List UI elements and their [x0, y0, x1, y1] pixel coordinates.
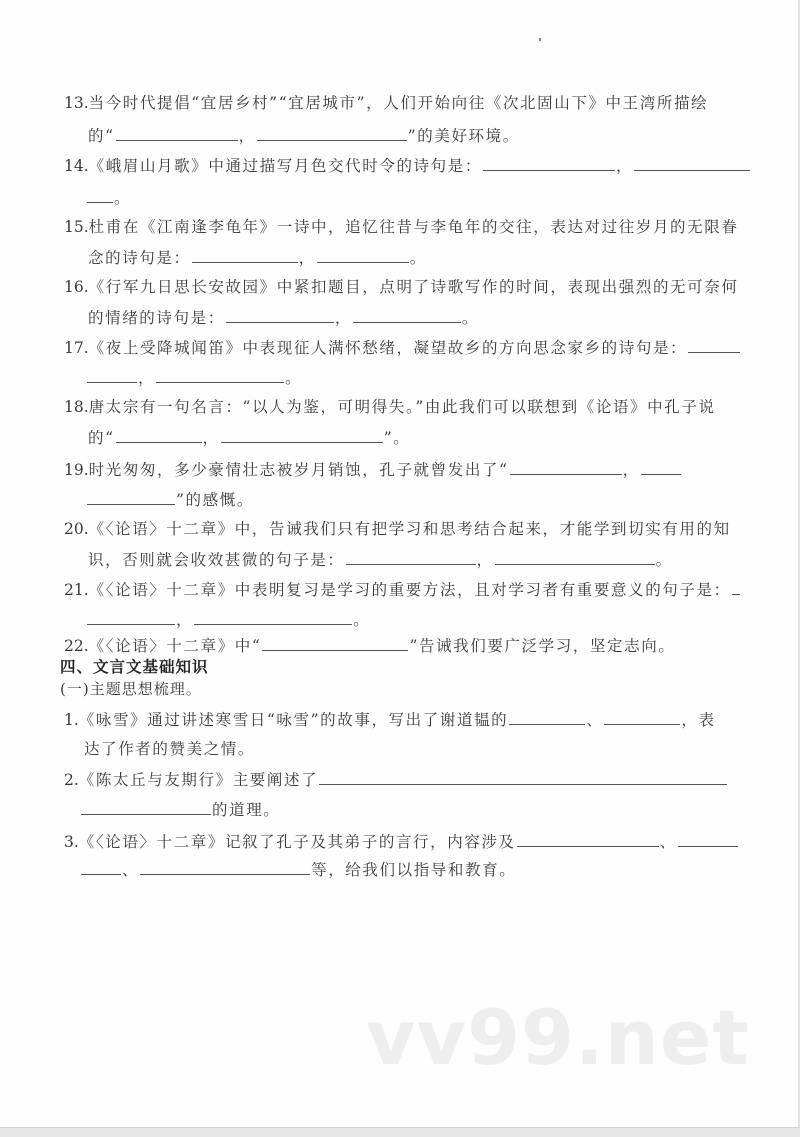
separator: ，: [202, 429, 220, 447]
question-20-line-1: [64, 518, 731, 540]
question-text: 。: [461, 309, 480, 327]
section-item-1-line-2: [84, 738, 255, 760]
item-number: 2.: [64, 771, 79, 789]
answer-blank[interactable]: [257, 124, 407, 141]
question-text: 的“: [88, 429, 115, 447]
question-text: 。: [285, 369, 303, 387]
answer-blank[interactable]: [353, 306, 461, 323]
separator: ，: [138, 369, 156, 387]
question-number: 17.: [64, 339, 89, 357]
answer-blank[interactable]: [517, 830, 659, 847]
answer-blank[interactable]: [319, 768, 727, 785]
answer-blank[interactable]: [221, 426, 383, 443]
question-text: 念的诗句是：: [88, 249, 191, 267]
question-18-line-1: [64, 396, 716, 418]
page-bottom-edge: [0, 1127, 800, 1137]
section-item-3-line-2: [80, 858, 516, 881]
separator: 、: [659, 833, 677, 851]
question-text: 。: [409, 249, 427, 267]
answer-blank[interactable]: [495, 548, 655, 565]
answer-blank[interactable]: [192, 246, 298, 263]
answer-blank[interactable]: [732, 578, 740, 595]
answer-blank[interactable]: [140, 858, 310, 875]
answer-blank[interactable]: [604, 708, 680, 725]
question-text: 《峨眉山月歌》中通过描写月色交代时令的诗句是：: [88, 157, 482, 175]
question-text: 。: [655, 551, 673, 569]
question-17-line-1: [64, 336, 741, 359]
question-text: 识，否则就会收效甚微的句子是：: [88, 551, 345, 569]
question-text: 《行军九日思长安故园》中紧扣题目，点明了诗歌写作的时间，表现出强烈的无可奈何: [88, 278, 739, 296]
separator: ，: [476, 551, 494, 569]
answer-blank[interactable]: [87, 366, 137, 383]
question-number: 15.: [64, 218, 89, 236]
section-item-2-line-1: [64, 768, 728, 791]
question-text: ”的美好环境。: [407, 127, 520, 145]
question-text: 的“: [88, 127, 115, 145]
section-item-3-line-1: [64, 830, 739, 853]
item-number: 1.: [64, 711, 79, 729]
question-text: ”告诫我们要广泛学习，坚定志向。: [409, 637, 676, 655]
answer-blank[interactable]: [346, 548, 476, 565]
question-15-line-2: [88, 246, 427, 269]
sub-heading: (一)主题思想梳理。: [60, 680, 202, 698]
question-text: 杜甫在《江南逢李龟年》一诗中，追忆往昔与李龟年的交往，表达对过往岁月的无限眷: [88, 218, 739, 236]
answer-blank[interactable]: [87, 608, 175, 625]
separator: 、: [586, 711, 604, 729]
question-text: 时光匆匆，多少豪情壮志被岁月销蚀，孔子就曾发出了“: [88, 461, 509, 479]
question-number: 16.: [64, 278, 89, 296]
question-14-line-1: [64, 154, 751, 177]
question-21-line-1: [64, 578, 741, 601]
separator: ，: [334, 309, 352, 327]
separator: ，: [238, 127, 256, 145]
question-number: 18.: [64, 398, 89, 416]
separator: ，: [615, 157, 634, 175]
answer-blank[interactable]: [509, 708, 585, 725]
question-18-line-2: [88, 426, 410, 449]
question-text: 。: [114, 189, 132, 207]
question-text: ”的感慨。: [176, 491, 254, 509]
question-22-line-1: [64, 634, 675, 657]
question-14-line-2: [86, 186, 131, 209]
question-13-line-2: [88, 124, 520, 147]
answer-blank[interactable]: [678, 830, 738, 847]
question-text: 《〈论语〉十二章》中“: [88, 637, 262, 655]
question-19-line-2: [86, 488, 254, 511]
section-item-2-line-2: [80, 798, 280, 821]
answer-blank[interactable]: [116, 426, 202, 443]
question-text: 的情绪的诗句是：: [88, 309, 225, 327]
answer-blank[interactable]: [87, 488, 175, 505]
question-number: 21.: [64, 581, 89, 599]
question-number: 22.: [64, 637, 89, 655]
separator: 、: [122, 861, 140, 879]
answer-blank[interactable]: [156, 366, 284, 383]
section-heading: 四、文言文基础知识: [60, 658, 209, 676]
question-19-line-1: [64, 458, 682, 481]
answer-blank[interactable]: [634, 154, 750, 171]
item-text: 达了作者的赞美之情。: [84, 740, 256, 758]
item-text: 等，给我们以指导和教育。: [311, 861, 517, 879]
answer-blank[interactable]: [81, 858, 121, 875]
item-text: 《咏雪》通过讲述寒雪日“咏雪”的故事，写出了谢道韫的: [78, 711, 509, 729]
question-number: 13.: [64, 94, 89, 112]
scan-mark: [539, 38, 541, 41]
answer-blank[interactable]: [194, 608, 352, 625]
separator: ，: [622, 461, 640, 479]
question-text: 。: [353, 611, 371, 629]
question-number: 14.: [64, 157, 89, 175]
answer-blank[interactable]: [317, 246, 409, 263]
answer-blank[interactable]: [262, 634, 408, 651]
question-21-line-2: [86, 608, 370, 631]
answer-blank[interactable]: [87, 186, 113, 203]
question-16-line-2: [88, 306, 479, 329]
answer-blank[interactable]: [81, 798, 211, 815]
question-20-line-2: [88, 548, 673, 571]
answer-blank[interactable]: [226, 306, 334, 323]
separator: ，: [176, 611, 194, 629]
question-text: 当今时代提倡“宜居乡村”“宜居城市”，人们开始向往《次北固山下》中王湾所描绘: [88, 94, 709, 112]
item-text: 的道理。: [212, 801, 281, 819]
item-text: ，表: [681, 711, 716, 729]
question-text: ”。: [383, 429, 411, 447]
item-text: 《〈论语〉十二章》记叙了孔子及其弟子的言行，内容涉及: [78, 833, 516, 851]
question-15-line-1: [64, 216, 738, 238]
answer-blank[interactable]: [510, 458, 622, 475]
question-17-line-2: [86, 366, 302, 389]
answer-blank[interactable]: [483, 154, 615, 171]
question-number: 19.: [64, 461, 89, 479]
item-text: 《陈太丘与友期行》主要阐述了: [78, 771, 319, 789]
question-text: 唐太宗有一句名言：“以人为鉴，可明得失。”由此我们可以联想到《论语》中孔子说: [88, 398, 716, 416]
item-number: 3.: [64, 833, 79, 851]
separator: ，: [298, 249, 316, 267]
question-text: 《〈论语〉十二章》中表明复习是学习的重要方法，且对学习者有重要意义的句子是：: [88, 581, 731, 599]
question-text: 《夜上受降城闻笛》中表现征人满怀愁绪，凝望故乡的方向思念家乡的诗句是：: [88, 339, 688, 357]
question-13-line-1: [64, 92, 708, 114]
question-number: 20.: [64, 520, 89, 538]
answer-blank[interactable]: [688, 336, 740, 353]
question-16-line-1: [64, 276, 738, 298]
question-text: 《〈论语〉十二章》中，告诫我们只有把学习和思考结合起来，才能学到切实有用的知: [88, 520, 731, 538]
section-item-1-line-1: [64, 708, 716, 731]
answer-blank[interactable]: [641, 458, 681, 475]
answer-blank[interactable]: [116, 124, 238, 141]
watermark: vv99.net: [366, 993, 750, 1082]
